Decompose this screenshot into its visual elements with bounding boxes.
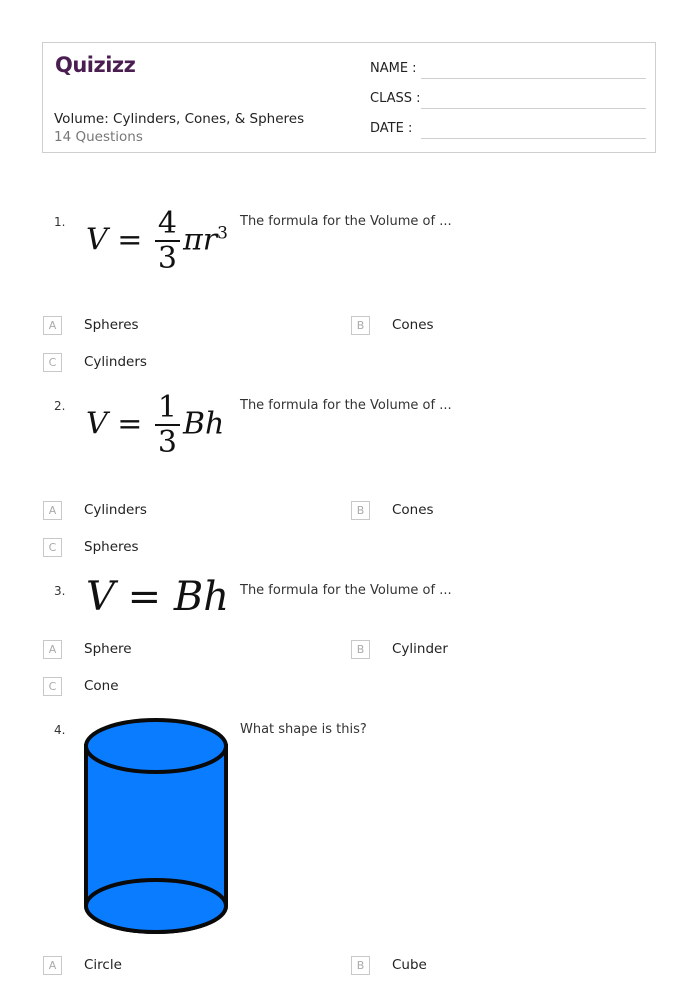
question-formula: V = Bh [86,574,229,620]
option-letter-box[interactable]: A [43,640,62,659]
option-letter-box[interactable]: B [351,640,370,659]
quizizz-logo: Quizizz [55,53,136,77]
option-letter-box[interactable]: A [43,316,62,335]
option-letter-box[interactable]: B [351,501,370,520]
option-text[interactable]: Cones [392,502,434,518]
option-text[interactable]: Cones [392,317,434,333]
question-formula: V = $\frac{1}{3}$ Bh [86,390,225,460]
option-letter-box[interactable]: B [351,316,370,335]
question-text: What shape is this? [240,722,367,737]
question-count: 14 Questions [54,129,143,145]
question-number: 3. [54,584,66,598]
option-letter-box[interactable]: C [43,677,62,696]
option-letter-box[interactable]: C [43,538,62,557]
name-field-line [421,78,646,79]
question-number: 2. [54,399,66,413]
option-letter-box[interactable]: B [351,956,370,975]
question-text: The formula for the Volume of ... [240,214,452,229]
question-formula: V = $\frac{4}{3}$ $\pi r^3$ [86,206,228,276]
class-field-line [421,108,646,109]
question-number: 1. [54,215,66,229]
option-text[interactable]: Circle [84,957,122,973]
question-number: 4. [54,723,66,737]
option-letter-box[interactable]: A [43,956,62,975]
name-label: NAME : [370,61,417,76]
option-text[interactable]: Spheres [84,317,139,333]
question-text: The formula for the Volume of ... [240,583,452,598]
worksheet-title: Volume: Cylinders, Cones, & Spheres [54,111,305,127]
option-text[interactable]: Cube [392,957,427,973]
option-text[interactable]: Spheres [84,539,139,555]
blue-cylinder-image [80,716,232,938]
question-text: The formula for the Volume of ... [240,398,452,413]
option-text[interactable]: Cylinders [84,354,147,370]
option-text[interactable]: Sphere [84,641,132,657]
worksheet-header [42,42,656,153]
option-text[interactable]: Cylinders [84,502,147,518]
date-field-line [421,138,646,139]
date-label: DATE : [370,121,413,136]
option-text[interactable]: Cylinder [392,641,448,657]
class-label: CLASS : [370,91,421,106]
option-letter-box[interactable]: C [43,353,62,372]
option-text[interactable]: Cone [84,678,119,694]
option-letter-box[interactable]: A [43,501,62,520]
